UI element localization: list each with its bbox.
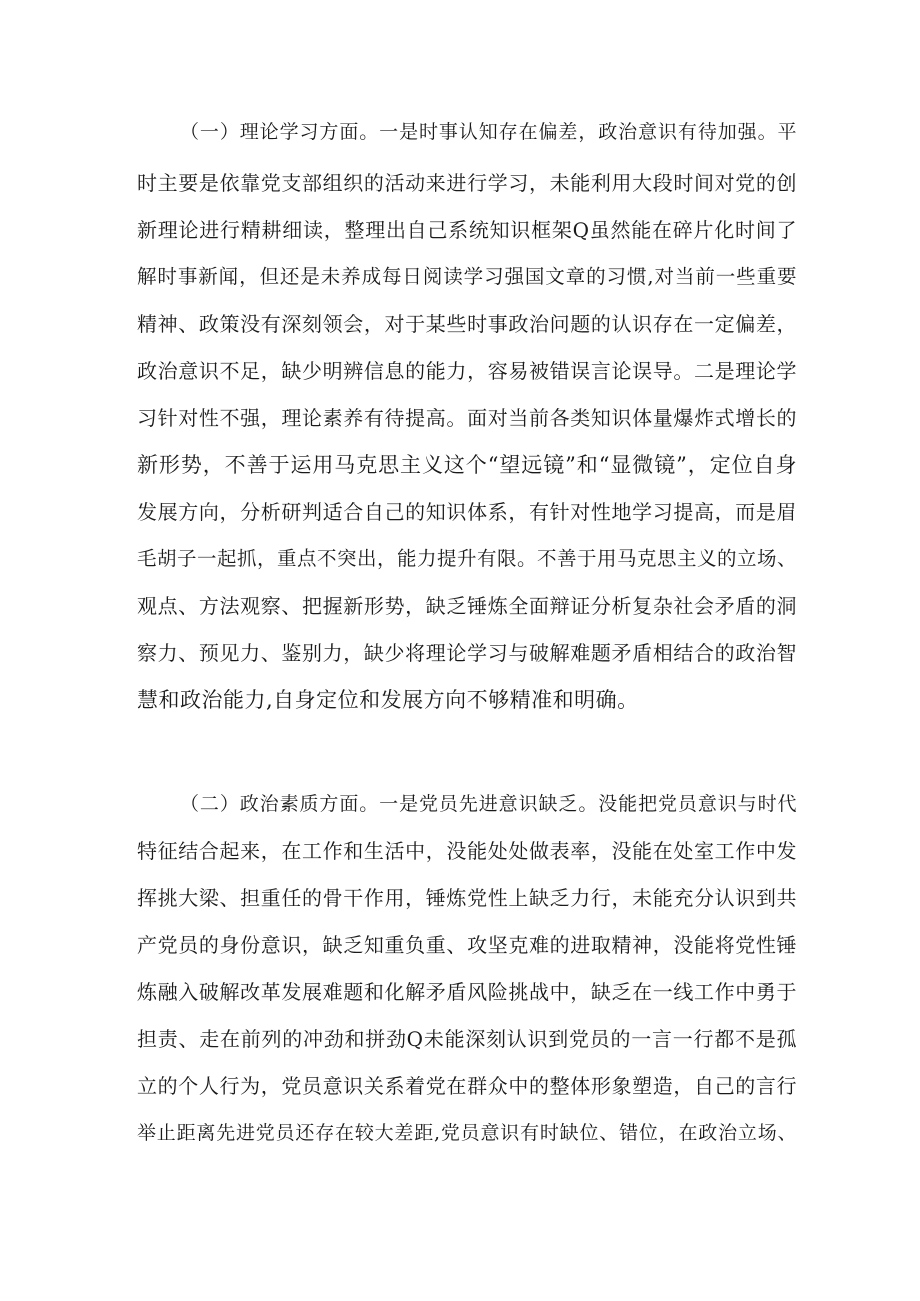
text-line: 习针对性不强，理论素养有待提高。面对当前各类知识体量爆炸式增长的: [137, 406, 797, 430]
text-line: 精神、政策没有深刻领会，对于某些时事政治问题的认识存在一定偏差，: [137, 312, 797, 336]
text-line: 特征结合起来，在工作和生活中，没能处处做表率，没能在处室工作中发: [137, 839, 797, 863]
text-line: 观点、方法观察、把握新形势，缺乏锤炼全面辩证分析复杂社会矛盾的洞: [137, 594, 797, 618]
text-line: 毛胡子一起抓，重点不突出，能力提升有限。不善于用马克思主义的立场、: [137, 547, 798, 570]
text-line: 慧和政治能力,自身定位和发展方向不够精准和明确。: [137, 688, 639, 712]
text-line: 立的个人行为，党员意识关系着党在群众中的整体形象塑造，自己的言行: [137, 1074, 797, 1098]
text-line: （一）理论学习方面。一是时事认知存在偏差，政治意识有待加强。平: [180, 121, 797, 143]
text-line: 产党员的身份意识，缺乏知重负重、攻坚克难的进取精神，没能将党性锤: [137, 933, 797, 957]
text-line: 解时事新闻，但还是未养成每日阅读学习强国文章的习惯,对当前一些重要: [137, 265, 797, 288]
text-line: 挥挑大梁、担重任的骨干作用，锤炼党性上缺乏力行，未能充分认识到共: [137, 886, 797, 910]
text-line: 察力、预见力、鉴别力，缺少将理论学习与破解难题矛盾相结合的政治智: [137, 641, 797, 665]
text-line: （二）政治素质方面。一是党员先进意识缺乏。没能把党员意识与时代: [180, 793, 797, 815]
text-line: 担责、走在前列的冲劲和拼劲Q未能深刻认识到党员的一言一行都不是孤: [137, 1027, 797, 1051]
text-line: 新理论进行精耕细读，整理出自己系统知识框架Q虽然能在碎片化时间了: [137, 218, 797, 242]
text-line: 政治意识不足，缺少明辨信息的能力，容易被错误言论误导。二是理论学: [137, 359, 797, 383]
text-line: 炼融入破解改革发展难题和化解矛盾风险挑战中，缺乏在一线工作中勇于: [137, 980, 797, 1004]
text-line: 发展方向，分析研判适合自己的知识体系，有针对性地学习提高，而是眉: [137, 500, 797, 524]
text-line: 新形势，不善于运用马克思主义这个“望远镜”和“显微镜”，定位自身: [137, 453, 797, 477]
text-line: 时主要是依靠党支部组织的活动来进行学习，未能利用大段时间对党的创: [137, 171, 797, 195]
text-line: 举止距离先进党员还存在较大差距,党员意识有时缺位、错位，在政治立场、: [137, 1122, 797, 1144]
